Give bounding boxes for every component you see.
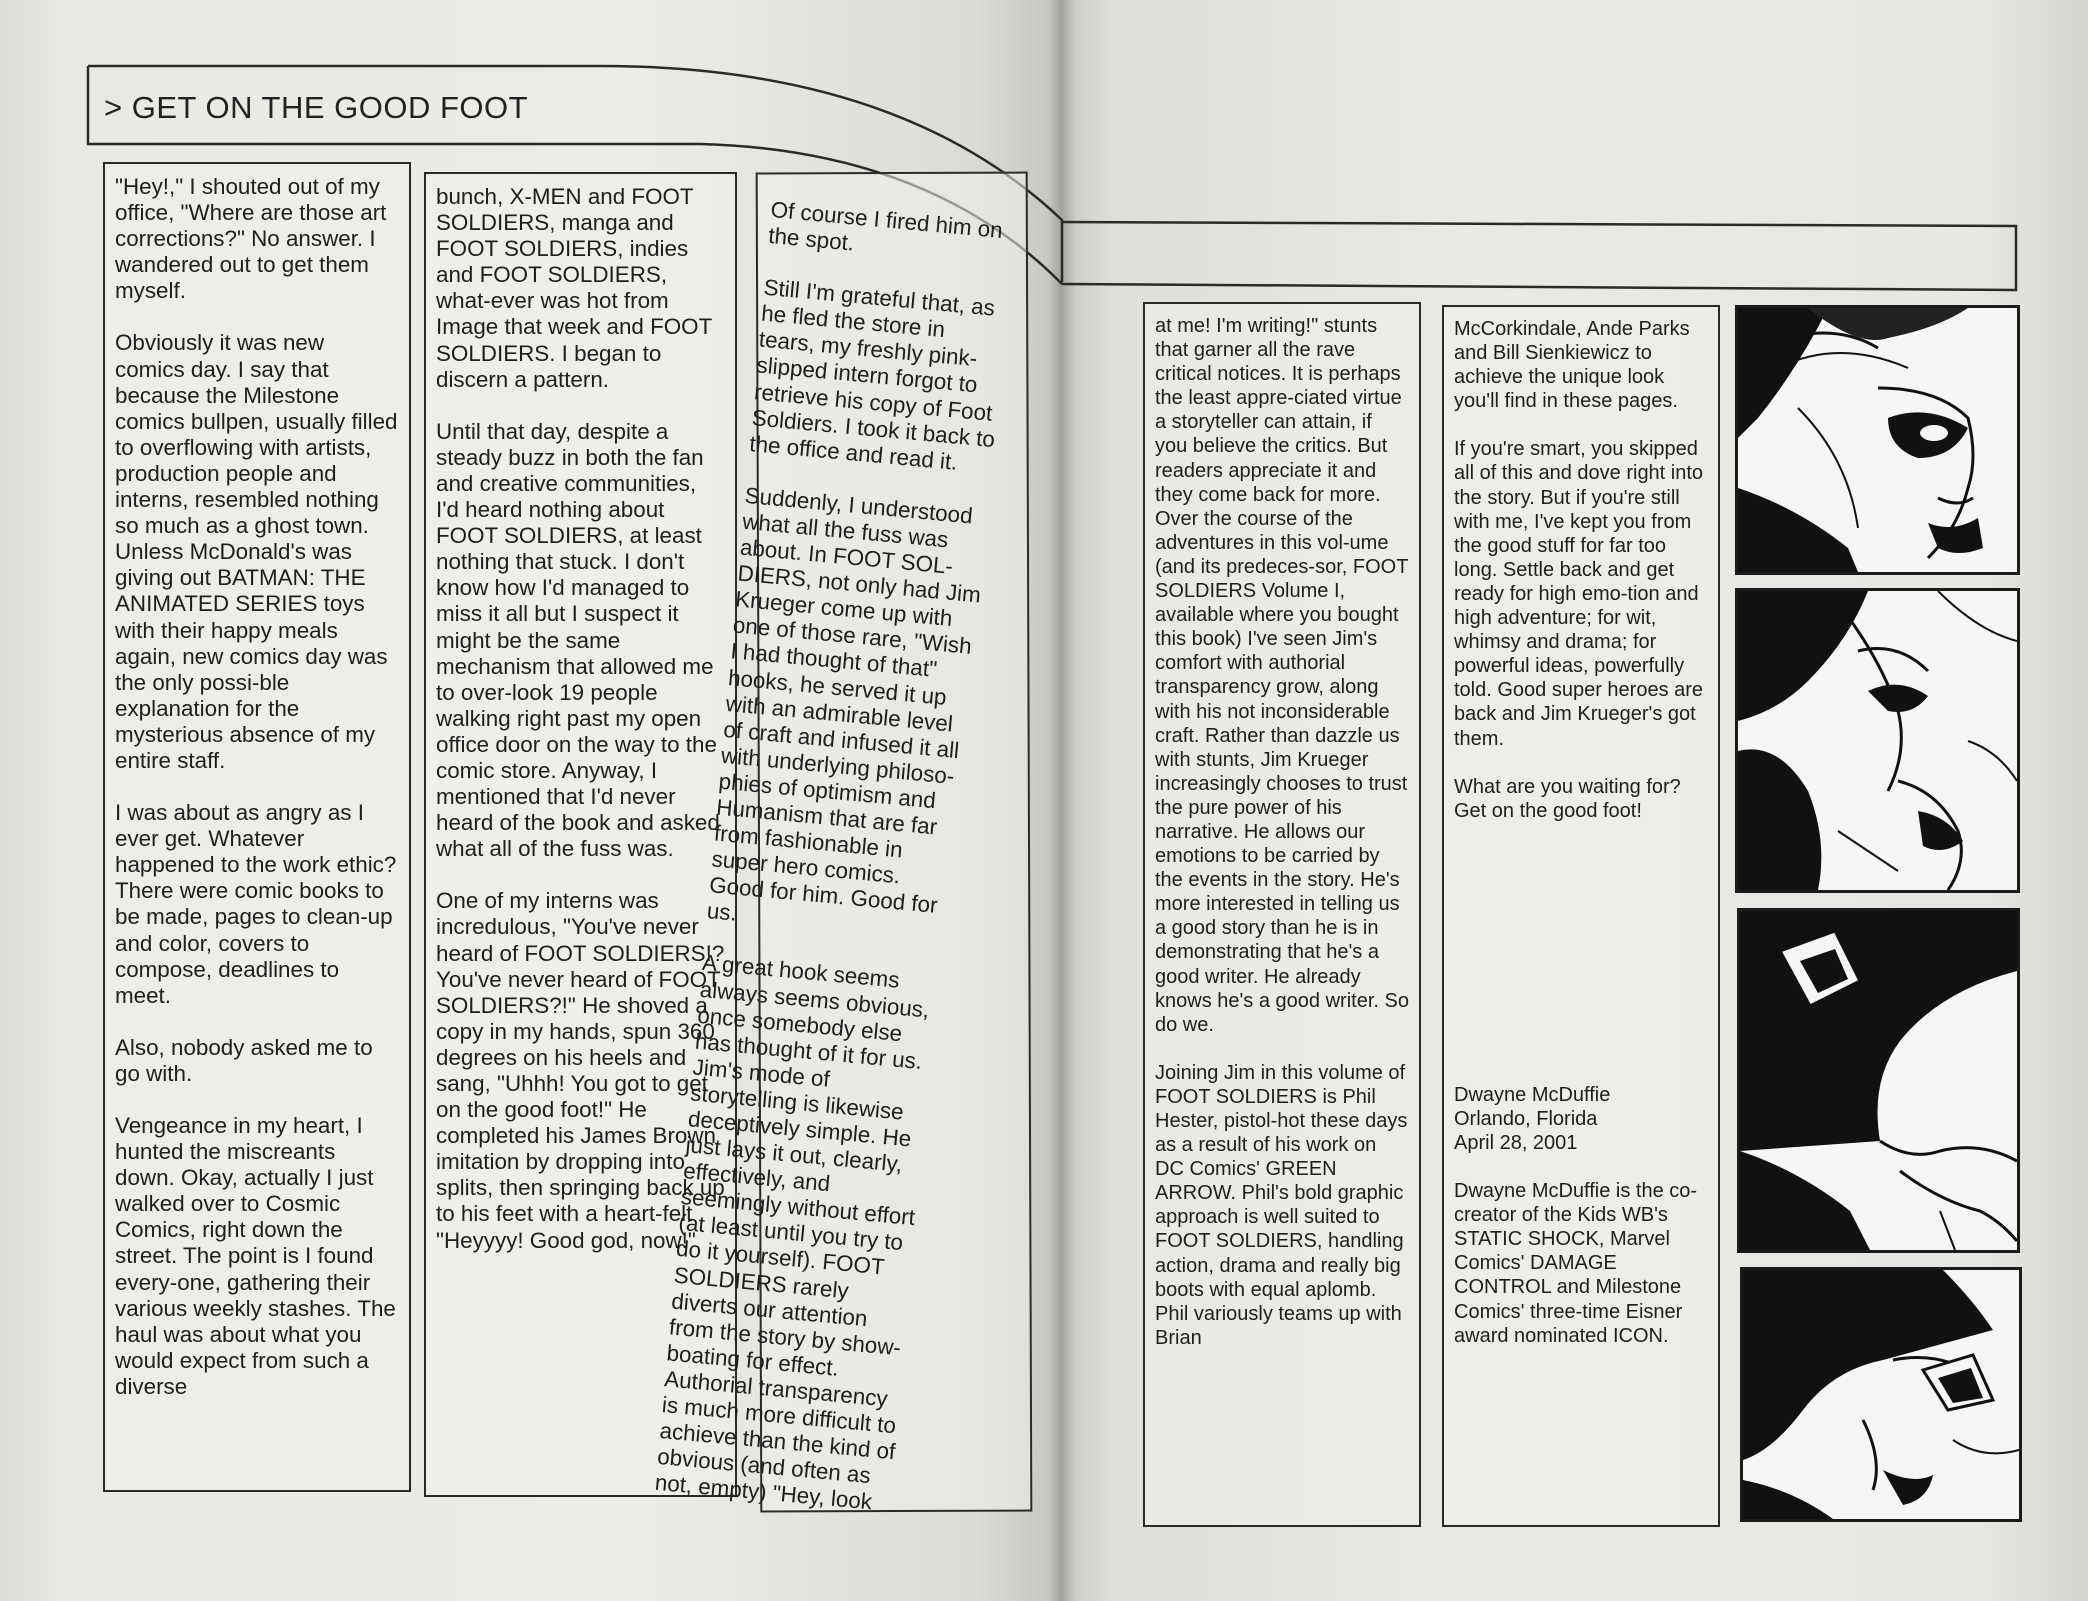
paragraph: Obviously it was new comics day. I say that because the Milestone comics bullpen, usually filled to overflowing with artists, production people and interns, resembled nothing so much as a ghost town. Unless McDonald's was giving out BATMAN: THE ANIMATED SERIES toys with their happy meals again, new comics day was the only possi-ble explanation for the mysterious absence of my entire staff. — [115, 330, 398, 773]
paragraph: One of my interns was incredulous, "You've never heard of FOOT SOLDIERS!? You've never heard of FOOT SOLDIERS?!" He shoved a copy in my hands, spun 360 degrees on his heels and sang, "Uhhh! You got to get on the good foot!" He completed his James Brown imitation by dropping into splits, then springing back up to his feet with a heart-felt "Heyyyy! Good god, now!" — [436, 888, 725, 1253]
woman-profile-illustration — [1743, 1270, 2019, 1519]
art-panel-masked-face — [1735, 305, 2020, 575]
art-panel-woman-profile — [1740, 1267, 2022, 1522]
signature-date: April 28, 2001 — [1454, 1131, 1578, 1154]
paragraph: at me! I'm writing!" stunts that garner all the rave critical notices. It is perhaps the least appre-ciated virtue a storyteller can attain, if you believe the critics. But readers appreciate it and they come back for more. Over the course of the adventures in this vol-ume (and its predeces-sor, FOOT SOLDIERS Volume I, available where you bought this book) I've seen Jim's comfort with authorial transparency grow, along with his not inconsiderable craft. Rather than dazzle us with stunts, Jim Krueger increasingly chooses to trust the pure power of his narrative. He allows our emotions to be carried by the events in the story. He's more interested in telling us a good story than he is in demonstrating that he's a good writer. He already knows he's a good writer. So do we. — [1155, 315, 1409, 1036]
paragraph: Suddenly, I understood what all the fuss was about. In FOOT SOL-DIERS, not only had Jim Krueger come up with one of those rare, "Wish I had thought of that" hooks, he served it up with an admirable level of craft and infused it all with underlying philoso-phies of optimism and Humanism that are far from fashionable in super hero comics. Good for him. Good for us. — [705, 482, 982, 927]
signature-block — [1454, 1083, 1708, 1155]
paragraph: Joining Jim in this volume of FOOT SOLDIERS is Phil Hester, pistol-hot these days as a result of his work on DC Comics' GREEN ARROW. Phil's bold graphic approach is well suited to FOOT SOLDIERS, handling action, drama and really big boots with equal aplomb. Phil variously teams up with Brian — [1155, 1061, 1408, 1349]
helmet-profile-illustration — [1740, 911, 2017, 1250]
text-column-5 — [1442, 305, 1720, 1527]
section-title: > GET ON THE GOOD FOOT — [104, 90, 529, 125]
signature-name: Dwayne McDuffie — [1454, 1083, 1611, 1106]
paragraph: "Hey!," I shouted out of my office, "Where are those art corrections?" No answer. I wandered out to get them myself. — [115, 174, 387, 304]
text-column-4 — [1143, 302, 1421, 1527]
paragraph: Still I'm grateful that, as he fled the store in tears, my freshly pink-slipped intern forgot to retrieve his copy of Foot Soldiers. I took it back to the office and read it. — [748, 274, 997, 475]
signature-place: Orlando, Florida — [1454, 1107, 1598, 1130]
art-panel-two-faces — [1735, 588, 2020, 893]
paragraph: bunch, X-MEN and FOOT SOLDIERS, manga and FOOT SOLDIERS, indies and FOOT SOLDIERS, what-ever was hot from Image that week and FOOT SOLDIERS. I began to discern a pattern. — [436, 184, 712, 392]
paragraph: If you're smart, you skipped all of this and dove right into the story. But if you're still with me, I've kept you from the good stuff for far too long. Settle back and get ready for high emo-tion and high adventure; for wit, whimsy and drama; for powerful ideas, powerfully told. Good super heroes are back and Jim Krueger's got them. — [1454, 438, 1704, 750]
two-faces-illustration — [1738, 591, 2017, 890]
paragraph: McCorkindale, Ande Parks and Bill Sienkiewicz to achieve the unique look you'll find in these pages. — [1454, 318, 1690, 413]
paragraph: I was about as angry as I ever get. Whatever happened to the work ethic? There were comic books to be made, pages to clean-up and color, covers to compose, deadlines to meet. — [115, 800, 397, 1008]
paragraph: A great hook seems always seems obvious, once somebody else has thought of it for us. Jim's mode of storytelling is likewise deceptively simple. He just lays it out, clearly, effectively, and seemingly without effort (at least until you try to do it yourself). FOOT SOLDIERS rarely diverts our attention from the story by show-boating for effect. Authorial transparency is much more difficult to achieve than the kind of obvious (and often as not, empty) "Hey, look — [653, 950, 931, 1515]
paragraph: Vengeance in my heart, I hunted the miscreants down. Okay, actually I just walked over to Cosmic Comics, right down the street. The point is I found every-one, gathering their various weekly stashes. The haul was about what you would expect from such a diverse — [115, 1113, 396, 1399]
paragraph: Until that day, despite a steady buzz in both the fan and creative communities, I'd heard nothing about FOOT SOLDIERS, at least nothing that stuck. I don't know how I'd managed to miss it all but I suspect it might be the same mechanism that allowed me to over-look 19 people walking right past my open office door on the way to the comic store. Anyway, I mentioned that I'd never heard of the book and asked what all of the fuss was. — [436, 418, 720, 862]
masked-face-illustration — [1738, 308, 2017, 572]
art-panel-helmet-profile — [1737, 908, 2020, 1253]
text-column-1 — [103, 162, 411, 1492]
paragraph: What are you waiting for? Get on the good foot! — [1454, 775, 1681, 822]
paragraph: Also, nobody asked me to go with. — [115, 1034, 373, 1086]
paragraph: Of course I fired him on the spot. — [767, 197, 1004, 256]
author-bio: Dwayne McDuffie is the co-creator of the Kids WB's STATIC SHOCK, Marvel Comics' DAMAGE CONTROL and Milestone Comics' three-time Eisner award nominated ICON. — [1454, 1180, 1698, 1347]
